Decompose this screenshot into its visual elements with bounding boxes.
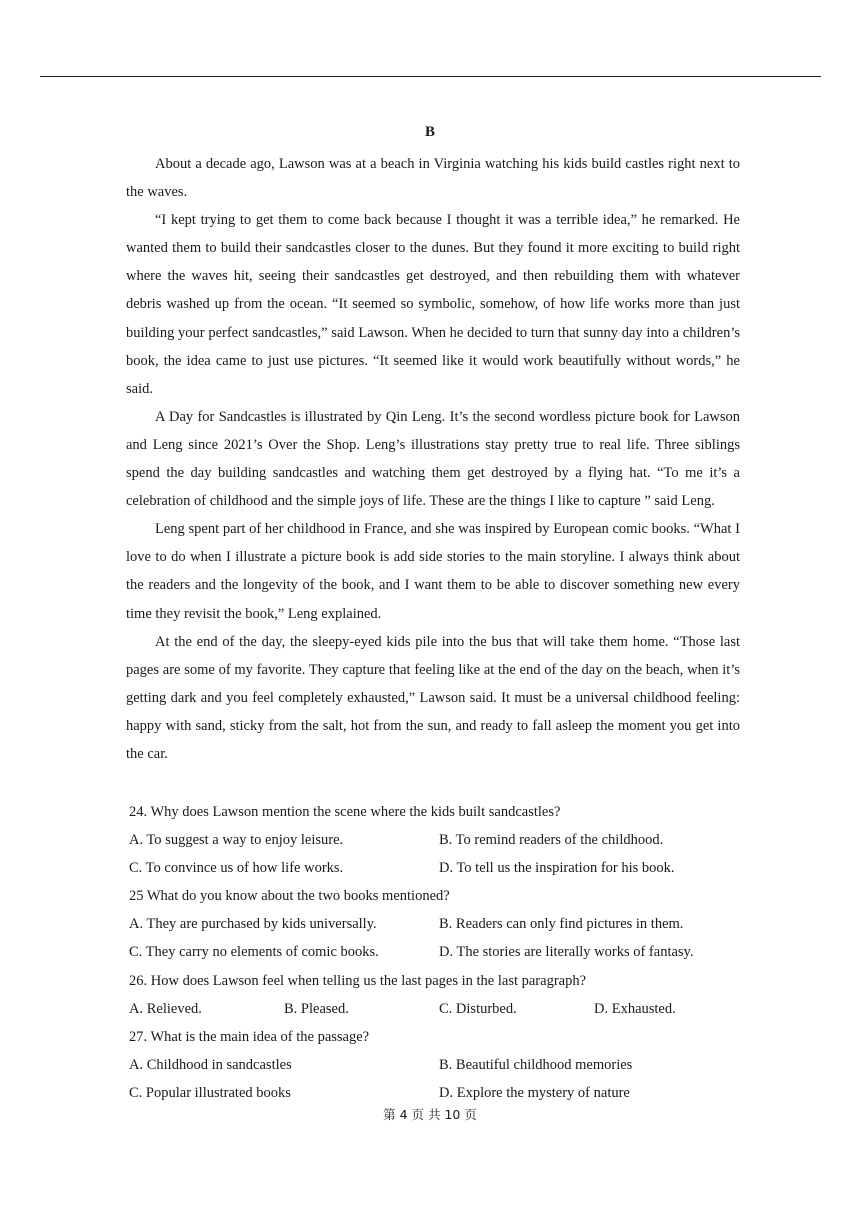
option-c: C. Disturbed. <box>439 1000 517 1017</box>
passage-paragraph: “I kept trying to get them to come back because I thought it was a terrible idea,” he remarked. He wanted them to build their sandcastles closer to the dunes. But they found it more exciting to build right where the waves hit, seeing their sandcastles get destroyed, and then rebuilding them with whatever debris washed up from the ocean. “It seemed so symbolic, somehow, of how life works more than just building your perfect sandcastles,” said Lawson. When he decided to turn that sunny day into a children’s book, the idea came to just use pictures. “It seemed like it would work beautifully without words,” he said. <box>126 212 740 397</box>
option-a: A. Relieved. <box>129 1000 202 1017</box>
option-b: B. Pleased. <box>284 1000 349 1017</box>
option-b: B. To remind readers of the childhood. <box>439 832 664 849</box>
option-a: A. Childhood in sandcastles <box>129 1056 292 1073</box>
option-row <box>129 995 749 1023</box>
question-27 <box>129 1023 749 1107</box>
passage-paragraph: A Day for Sandcastles is illustrated by Qin Leng. It’s the second wordless picture book for Lawson and Leng since 2021’s Over the Shop. Leng’s illustrations stay pretty true to real life. Three siblings spend the day building sandcastles and watching them get destroyed by a flying hat. “To me it’s a celebration of childhood and the simple joys of life. These are the things I like to capture ” said Leng. <box>126 408 740 510</box>
option-row <box>129 910 749 938</box>
page-number: 第 4 页 共 10 页 <box>383 1107 477 1122</box>
option-a: A. They are purchased by kids universally. <box>129 916 377 933</box>
question-stem: 24. Why does Lawson mention the scene where the kids built sandcastles? <box>129 804 561 820</box>
question-stem: 26. How does Lawson feel when telling us the last pages in the last paragraph? <box>129 972 587 989</box>
option-d: D. To tell us the inspiration for his book. <box>439 860 675 877</box>
question-25 <box>129 882 749 966</box>
question-stem: 25 What do you know about the two books mentioned? <box>129 888 450 905</box>
option-a: A. To suggest a way to enjoy leisure. <box>129 832 344 849</box>
option-d: D. Explore the mystery of nature <box>439 1084 630 1101</box>
passage-paragraph: At the end of the day, the sleepy-eyed kids pile into the bus that will take them home. “Those last pages are some of my favorite. They capture that feeling like at the end of the day on the beach, when it’s getting dark and you feel completely exhausted,” Lawson said. It must be a universal childhood feeling: happy with sand, sticky from the salt, hot from the sun, and ready to fall asleep the moment you get into the car. <box>126 633 740 762</box>
option-d: D. Exhausted. <box>594 1000 676 1017</box>
question-26 <box>129 967 749 1023</box>
top-divider <box>40 76 821 77</box>
passage-paragraph: About a decade ago, Lawson was at a beach in Virginia watching his kids build castles right next to the waves. <box>126 156 740 201</box>
option-d: D. The stories are literally works of fantasy. <box>439 944 694 961</box>
option-c: C. They carry no elements of comic books. <box>129 944 379 961</box>
question-24 <box>129 798 749 882</box>
option-b: B. Beautiful childhood memories <box>439 1056 633 1073</box>
option-row <box>129 854 749 882</box>
option-b: B. Readers can only find pictures in them. <box>439 916 684 933</box>
section-heading: B <box>424 124 435 140</box>
passage-paragraph: Leng spent part of her childhood in France, and she was inspired by European comic books. “What I love to do when I illustrate a picture book is add side stories to the main storyline. I always think about the readers and the longevity of the book, and I want them to be able to discover something new every time they revisit the book,” Leng explained. <box>126 521 740 622</box>
question-stem: 27. What is the main idea of the passage? <box>129 1028 370 1045</box>
reading-passage <box>126 150 740 768</box>
option-row <box>129 1051 749 1079</box>
option-c: C. Popular illustrated books <box>129 1084 291 1101</box>
question-list <box>129 798 749 1107</box>
option-row <box>129 938 749 966</box>
option-row <box>129 1079 749 1107</box>
option-c: C. To convince us of how life works. <box>129 860 344 877</box>
option-row <box>129 826 749 854</box>
